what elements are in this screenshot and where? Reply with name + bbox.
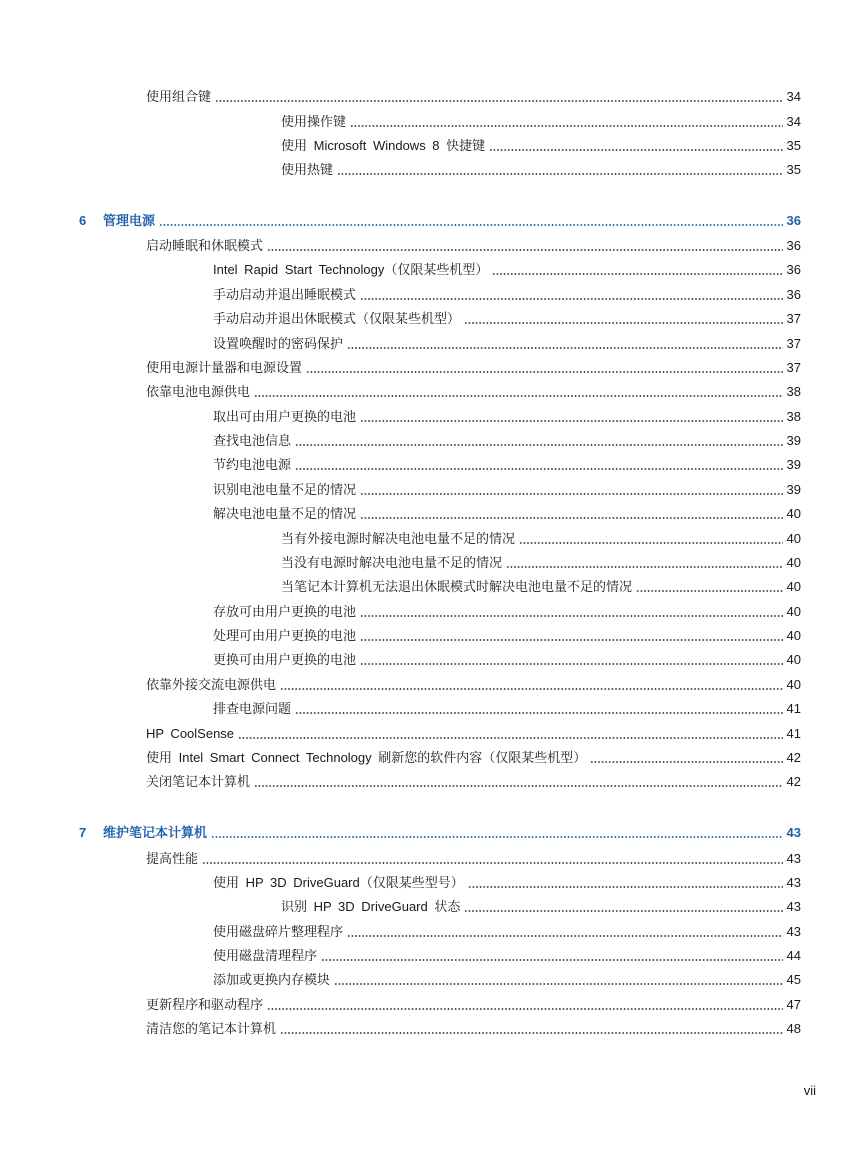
- dot-leader: [360, 298, 783, 300]
- toc-entry-page: 34: [786, 89, 801, 104]
- toc-entry-page: 40: [786, 677, 801, 692]
- toc-entry-title: 关闭笔记本计算机: [146, 774, 251, 789]
- dot-leader: [360, 663, 783, 665]
- dot-leader: [350, 125, 783, 127]
- dot-leader: [295, 468, 783, 470]
- toc-entry-title: 使用组合键: [146, 89, 212, 104]
- toc-entry-title: 使用磁盘清理程序: [213, 948, 318, 963]
- toc-entry-title: 存放可由用户更换的电池: [213, 604, 357, 619]
- toc-entry-title: 依靠电池电源供电: [146, 384, 251, 399]
- toc-entry-title: Intel Rapid Start Technology（仅限某些机型）: [213, 262, 489, 277]
- toc-entry-page: 35: [786, 138, 801, 153]
- toc-entry[interactable]: [213, 628, 801, 644]
- toc-entry-page: 41: [786, 726, 801, 741]
- toc-entry[interactable]: [213, 287, 801, 303]
- dot-leader: [306, 371, 783, 373]
- toc-entry-page: 40: [786, 555, 801, 570]
- toc-entry-page: 43: [786, 875, 801, 890]
- toc-entry-title: 识别 HP 3D DriveGuard 状态: [281, 899, 461, 914]
- toc-entry-title: 手动启动并退出睡眠模式: [213, 287, 357, 302]
- dot-leader: [464, 910, 782, 912]
- toc-entry-title: 更换可由用户更换的电池: [213, 652, 357, 667]
- dot-leader: [360, 493, 783, 495]
- toc-entry-page: 36: [786, 238, 801, 253]
- dot-leader: [238, 737, 782, 739]
- toc-entry[interactable]: [213, 875, 801, 891]
- toc-entry[interactable]: [213, 948, 801, 964]
- toc-entry[interactable]: [213, 336, 801, 352]
- toc-entry-page: 39: [786, 457, 801, 472]
- toc-entry-title: 提高性能: [146, 851, 199, 866]
- dot-leader: [267, 249, 783, 251]
- toc-entry-title: 使用 HP 3D DriveGuard（仅限某些型号）: [213, 875, 464, 890]
- toc-entry[interactable]: [213, 972, 801, 988]
- dot-leader: [492, 273, 782, 275]
- dot-leader: [519, 542, 783, 544]
- toc-chapter-7[interactable]: [79, 825, 801, 841]
- chapter-title: 维护笔记本计算机: [103, 825, 208, 840]
- toc-entry[interactable]: [146, 851, 801, 867]
- toc-entry-title: 当没有电源时解决电池电量不足的情况: [281, 555, 503, 570]
- toc-entry[interactable]: [213, 262, 801, 278]
- toc-entry-title: 识别电池电量不足的情况: [213, 482, 357, 497]
- toc-entry[interactable]: [213, 433, 801, 449]
- toc-entry-title: 使用 Intel Smart Connect Technology 刷新您的软件内容（仅限某些机型）: [146, 750, 587, 765]
- toc-entry-title: 添加或更换内存模块: [213, 972, 331, 987]
- toc-entry-title: 当笔记本计算机无法退出休眠模式时解决电池电量不足的情况: [281, 579, 633, 594]
- toc-entry-page: 37: [786, 336, 801, 351]
- toc-entry-page: 44: [786, 948, 801, 963]
- dot-leader: [590, 761, 782, 763]
- toc-entry-page: 34: [786, 114, 801, 129]
- toc-entry[interactable]: [281, 555, 801, 571]
- dot-leader: [202, 862, 783, 864]
- dot-leader: [360, 639, 783, 641]
- toc-entry-title: 更新程序和驱动程序: [146, 997, 264, 1012]
- dot-leader: [321, 959, 783, 961]
- toc-entry-title: 设置唤醒时的密码保护: [213, 336, 344, 351]
- dot-leader: [280, 1032, 783, 1034]
- toc-entry-page: 41: [786, 701, 801, 716]
- dot-leader: [360, 420, 783, 422]
- dot-leader: [464, 322, 783, 324]
- toc-entry-title: 使用电源计量器和电源设置: [146, 360, 303, 375]
- dot-leader: [360, 517, 783, 519]
- toc-entry[interactable]: [213, 701, 801, 717]
- toc-entry[interactable]: [281, 899, 801, 915]
- dot-leader: [347, 935, 783, 937]
- toc-entry-title: 取出可由用户更换的电池: [213, 409, 357, 424]
- toc-entry-page: 36: [786, 287, 801, 302]
- toc-entry-page: 40: [786, 628, 801, 643]
- toc-entry-title: 当有外接电源时解决电池电量不足的情况: [281, 531, 516, 546]
- toc-entry[interactable]: [213, 652, 801, 668]
- toc-entry[interactable]: [281, 579, 801, 595]
- toc-entry-page: 37: [786, 360, 801, 375]
- toc-entry[interactable]: [146, 1021, 801, 1037]
- chapter-title: 管理电源: [103, 213, 156, 228]
- chapter-page: 36: [786, 213, 801, 228]
- toc-entry[interactable]: [213, 604, 801, 620]
- toc-entry[interactable]: [281, 114, 801, 130]
- dot-leader: [254, 395, 783, 397]
- toc-entry-page: 40: [786, 579, 801, 594]
- toc-entry-page: 43: [786, 851, 801, 866]
- toc-entry[interactable]: [146, 997, 801, 1013]
- toc-entry[interactable]: [213, 311, 801, 327]
- dot-leader: [334, 983, 783, 985]
- toc-entry[interactable]: [213, 409, 801, 425]
- toc-entry-title: 使用操作键: [281, 114, 347, 129]
- toc-entry[interactable]: [146, 89, 801, 105]
- toc-entry-page: 37: [786, 311, 801, 326]
- toc-entry-title: 查找电池信息: [213, 433, 292, 448]
- toc-entry[interactable]: [213, 482, 801, 498]
- toc-entry[interactable]: [213, 457, 801, 473]
- toc-entry-title: 清洁您的笔记本计算机: [146, 1021, 277, 1036]
- dot-leader: [506, 566, 783, 568]
- toc-entry[interactable]: [281, 531, 801, 547]
- toc-entry[interactable]: [146, 384, 801, 400]
- toc-entry-page: 40: [786, 531, 801, 546]
- dot-leader: [347, 347, 783, 349]
- toc-entry-page: 40: [786, 604, 801, 619]
- toc-entry-page: 35: [786, 162, 801, 177]
- toc-entry-title: 使用热键: [281, 162, 334, 177]
- toc-entry-page: 40: [786, 506, 801, 521]
- dot-leader: [267, 1008, 783, 1010]
- dot-leader: [295, 444, 783, 446]
- toc-entry[interactable]: [146, 677, 801, 693]
- page-number: vii: [803, 1083, 816, 1098]
- chapter-number: 7: [79, 825, 87, 840]
- chapter-page: 43: [786, 825, 801, 840]
- toc-entry-page: 38: [786, 384, 801, 399]
- toc-entry-page: 42: [786, 774, 801, 789]
- toc-entry-title: 使用 Microsoft Windows 8 快捷键: [281, 138, 486, 153]
- toc-entry-page: 36: [786, 262, 801, 277]
- toc-entry-title: 使用磁盘碎片整理程序: [213, 924, 344, 939]
- dot-leader: [337, 173, 783, 175]
- toc-entry-title: 解决电池电量不足的情况: [213, 506, 357, 521]
- toc-entry[interactable]: [146, 726, 801, 742]
- toc-entry[interactable]: [213, 506, 801, 522]
- dot-leader: [254, 785, 783, 787]
- toc-entry[interactable]: [146, 360, 801, 376]
- toc-entry-page: 45: [786, 972, 801, 987]
- toc-entry-page: 43: [786, 924, 801, 939]
- dot-leader: [280, 688, 783, 690]
- toc-entry-page: 38: [786, 409, 801, 424]
- toc-entry-page: 39: [786, 433, 801, 448]
- toc-entry[interactable]: [213, 924, 801, 940]
- toc-chapter-6[interactable]: [79, 213, 801, 229]
- toc-entry-title: 排查电源问题: [213, 701, 292, 716]
- toc-entry[interactable]: [146, 750, 801, 766]
- toc-entry[interactable]: [281, 138, 801, 154]
- toc-entry-page: 40: [786, 652, 801, 667]
- toc-entry-page: 42: [786, 750, 801, 765]
- toc-entry-title: 处理可由用户更换的电池: [213, 628, 357, 643]
- toc-entry-title: 节约电池电源: [213, 457, 292, 472]
- dot-leader: [489, 149, 782, 151]
- toc-entry-title: 手动启动并退出休眠模式（仅限某些机型）: [213, 311, 461, 326]
- chapter-number: 6: [79, 213, 87, 228]
- toc-entry-page: 48: [786, 1021, 801, 1036]
- toc-entry[interactable]: [281, 162, 801, 178]
- toc-entry-page: 47: [786, 997, 801, 1012]
- dot-leader: [159, 224, 783, 226]
- dot-leader: [360, 615, 783, 617]
- dot-leader: [215, 100, 783, 102]
- dot-leader: [636, 590, 783, 592]
- dot-leader: [211, 836, 783, 838]
- toc-entry-title: 依靠外接交流电源供电: [146, 677, 277, 692]
- toc-entry-page: 43: [786, 899, 801, 914]
- toc-entry[interactable]: [146, 774, 801, 790]
- toc-entry-title: 启动睡眠和休眠模式: [146, 238, 264, 253]
- dot-leader: [468, 886, 783, 888]
- toc-entry[interactable]: [146, 238, 801, 254]
- toc-entry-title: HP CoolSense: [146, 726, 235, 741]
- dot-leader: [295, 712, 783, 714]
- toc-entry-page: 39: [786, 482, 801, 497]
